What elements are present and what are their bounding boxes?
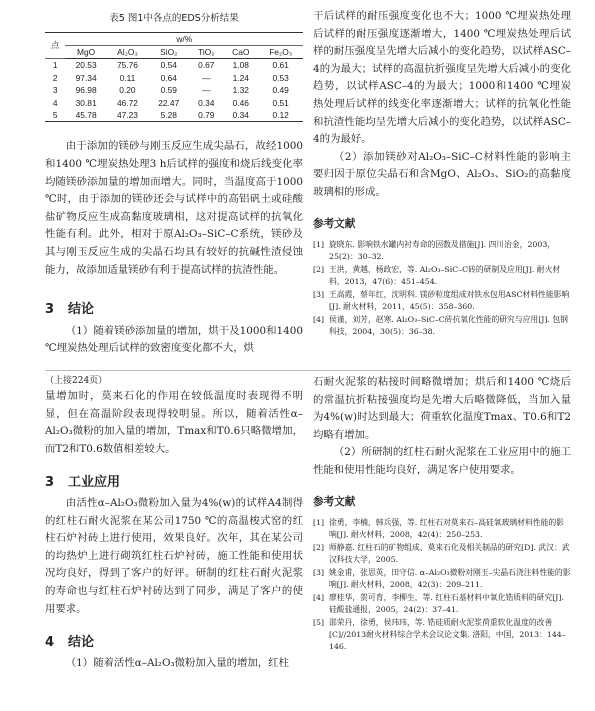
reference-item bbox=[313, 567, 571, 591]
section-heading bbox=[45, 474, 303, 492]
table-cell: 1 bbox=[52, 60, 58, 71]
table-cell: 0.20 bbox=[119, 85, 136, 96]
table-cell: 2 bbox=[52, 72, 58, 83]
table-cell: 0.46 bbox=[232, 97, 249, 108]
table-cell: 0.12 bbox=[272, 110, 289, 121]
table-col-header: Fe₂O₃ bbox=[269, 47, 293, 57]
table-cell: 30.81 bbox=[75, 97, 97, 108]
body-paragraph: （1）随着镁砂添加量的增加，烘干及1000和1400 ℃埋炭热处理后试样的致密度变化都不大，烘 bbox=[45, 324, 303, 355]
table-unit-header: w/% bbox=[65, 32, 303, 45]
reference-item bbox=[313, 617, 571, 653]
table-row bbox=[45, 97, 303, 109]
table-cell: 47.23 bbox=[116, 110, 138, 121]
section-title: 工业应用 bbox=[68, 475, 121, 491]
reference-text: 姚金甫，张思英，田守信. α–Al₂O₃微粉对刚玉–尖晶石浇注料性能的影响[J]. 耐火材料，2008，42(3)：209–211. bbox=[329, 568, 571, 590]
reference-item bbox=[313, 592, 571, 616]
table-cell: 0.51 bbox=[272, 97, 289, 108]
table-cell: 20.53 bbox=[75, 60, 97, 71]
table-cell: 1.32 bbox=[232, 85, 249, 96]
table-cell: 5.28 bbox=[160, 110, 177, 121]
reference-number: [5] bbox=[313, 618, 325, 628]
eds-table bbox=[45, 32, 303, 123]
body-paragraph: （1）随着活性α–Al₂O₃微粉加入量的增加，红柱 bbox=[65, 656, 289, 669]
table-cell: 0.64 bbox=[160, 72, 177, 83]
bottom-left-column bbox=[45, 374, 303, 672]
reference-item bbox=[313, 264, 571, 288]
table-cell: — bbox=[202, 72, 211, 83]
reference-text: 旋晓东. 影响铁水罐内衬寿命的因数及措施[J]. 四川冶金，2003，25(2)：30–32. bbox=[329, 240, 556, 262]
reference-number: [1] bbox=[313, 518, 325, 528]
reference-number: [3] bbox=[313, 290, 325, 300]
body-paragraph: （2）所研制的红柱石耐火泥浆在工业应用中的施工性能和使用性能均良好，满足客户使用要求。 bbox=[313, 446, 571, 476]
references-heading: 参考文献 bbox=[313, 217, 356, 230]
references-list bbox=[313, 239, 571, 338]
table-cell: 3 bbox=[52, 85, 58, 96]
reference-text: 王洪，黄越，杨政宏，等. Al₂O₃–SiC–C砖的研制及应用[J]. 耐火材料，2013，47(6)：451–454. bbox=[329, 265, 561, 287]
section-heading bbox=[45, 301, 303, 319]
body-paragraph: 量增加时，莫来石化的作用在较低温度时表现得不明显，但在高温阶段表现得较明显。所以，随着活性α–Al₂O₃微粉的加入量的增加，Tmax和T0.6只略微增加，而T2和T0.6数值相差较大。 bbox=[45, 390, 303, 455]
table-col-header: TiO₂ bbox=[198, 47, 215, 57]
table-cell: 0.79 bbox=[198, 110, 215, 121]
reference-text: 邵荣丹，徐勇，侯玮玮，等. 锆硅质耐火泥浆荷重软化温度的改善[C]//2013耐火材料综合学术会议论文集. 洛阳，中国，2013：144–146. bbox=[329, 618, 566, 652]
section-number: 4 bbox=[45, 635, 55, 651]
table-col-header: Al₂O₃ bbox=[117, 47, 138, 57]
body-paragraph: 由于添加的镁砂与刚玉反应生成尖晶石，故经1000和1400 ℃埋炭热处理3 h后试样的强度和烧后线变化率均随镁砂添加量的增加而增大。同时，当温度高于1000 ℃时，由于添加的镁砂还会与试样中的高铝矾土或硅酸盐矿物反应生成高黏度玻璃相，这对提高试样的抗氧化性能有利。此外，相对于原Al₂O₃–SiC–C系统，镁砂及其与刚玉反应生成的尖晶石均具有较好的抗碱性渣侵蚀能力，故添加适量镁砂有利于提高试样的抗渣性能。 bbox=[45, 140, 303, 276]
table-cell: 22.47 bbox=[158, 97, 180, 108]
table-point-header: 点 bbox=[45, 32, 65, 59]
section-divider bbox=[45, 370, 571, 371]
section-heading bbox=[45, 634, 303, 652]
reference-item bbox=[313, 289, 571, 313]
reference-text: 徐勇，李楠，韩兵强，等. 红柱石对莫来石–高硅氧玻璃材料性能的影响[J]. 耐火材料，2008，42(4)：250–253. bbox=[329, 518, 564, 540]
table-cell: 0.59 bbox=[160, 85, 177, 96]
table-cell: 46.72 bbox=[116, 97, 138, 108]
table-row bbox=[45, 59, 303, 72]
table-col-header: MgO bbox=[77, 47, 96, 57]
table-cell: 0.49 bbox=[272, 85, 289, 96]
section-number: 3 bbox=[45, 475, 55, 491]
table-col-header: CaO bbox=[232, 47, 250, 57]
reference-number: [4] bbox=[313, 315, 325, 325]
bottom-right-column bbox=[313, 374, 571, 654]
reference-item bbox=[313, 239, 571, 263]
reference-number: [1] bbox=[313, 240, 325, 250]
table-cell: 4 bbox=[52, 97, 58, 108]
reference-number: [3] bbox=[313, 568, 325, 578]
reference-item bbox=[313, 314, 571, 338]
reference-text: 王高霞，蔡年红，沈明科. 镁砂粒度组成对铁水包用ASC材料性能影响[J]. 耐火材料，2011，45(5)：358–360. bbox=[329, 290, 570, 312]
table-cell: 75.76 bbox=[116, 60, 138, 71]
reference-number: [4] bbox=[313, 593, 325, 603]
reference-item bbox=[313, 517, 571, 541]
table-cell: 0.53 bbox=[272, 72, 289, 83]
reference-number: [2] bbox=[313, 543, 325, 553]
table-caption: 表5 图1中各点的EDS分析结果 bbox=[109, 13, 239, 24]
reference-item bbox=[313, 542, 571, 566]
reference-number: [2] bbox=[313, 265, 325, 275]
continued-note: （上接224页） bbox=[45, 376, 108, 386]
table-cell: 0.34 bbox=[198, 97, 215, 108]
table-cell: 96.98 bbox=[75, 85, 97, 96]
references-list bbox=[313, 517, 571, 653]
table-row bbox=[45, 72, 303, 84]
section-title: 结论 bbox=[68, 302, 95, 318]
references-heading: 参考文献 bbox=[313, 495, 356, 508]
table-cell: 97.34 bbox=[75, 72, 97, 83]
body-paragraph: 石耐火泥浆的粘接时间略微增加；烘后和1400 ℃烧后的常温抗折粘接强度均是先增大后略微降低，当加入量为4%(w)时达到最大；荷重软化温度Tmax、T0.6和T2均略有增加。 bbox=[313, 376, 571, 441]
table-cell: 0.61 bbox=[272, 60, 289, 71]
reference-text: 师静嘉. 红柱石的矿物组成、莫来石化及相关制品的研究[D]. 武汉：武汉科技大学，2005. bbox=[329, 543, 570, 565]
table-col-header: SiO₂ bbox=[160, 47, 178, 57]
table-cell: 0.54 bbox=[160, 60, 177, 71]
section-number: 3 bbox=[45, 302, 55, 318]
reference-text: 廖桂华，贺可育，李柳生，等. 红柱石基材料中氧化锆质料的研究[J]. 硅酸盐通报，2005，24(2)：37–41. bbox=[329, 593, 564, 615]
top-left-column bbox=[45, 8, 303, 358]
body-paragraph: （2）添加镁砂对Al₂O₃–SiC–C材料性能的影响主要归因于原位尖晶石和含MgO、Al₂O₃、SiO₂的高黏度玻璃相的形成。 bbox=[313, 150, 571, 198]
table-cell: 5 bbox=[52, 110, 58, 121]
table-header-row bbox=[45, 46, 303, 59]
body-paragraph: 由活性α–Al₂O₃微粉加入量为4%(w)的试样A4制得的红柱石耐火泥浆在某公司1750 ℃的高温梭式窑的红柱石炉衬砖上进行使用，效果良好。次年，其在某公司的均热炉上进行砌筑红柱石炉衬砖，施工性能和使用状况均良好，得到了客户的好评。研制的红柱石耐火泥浆的寿命也与红柱石炉衬砖达到了同步，满足了客户的使用要求。 bbox=[45, 496, 303, 615]
table-row bbox=[45, 84, 303, 96]
table-cell: — bbox=[202, 85, 211, 96]
table-cell: 1.24 bbox=[232, 72, 249, 83]
table-cell: 1.08 bbox=[232, 60, 249, 71]
body-paragraph: 干后试样的耐压强度变化也不大；1000 ℃埋炭热处理后试样的耐压强度逐渐增大，1400 ℃埋炭热处理后试样的耐压强度呈先增大后减小的变化趋势，以试样ASC–4的为最大；试样的高温抗折强度呈先增大后减小的变化趋势，以试样ASC–4的为最大；1000和1400 ℃埋炭热处理后试样的线变化率逐渐增大；试样的抗氧化性能和抗渣性能均呈先增大后减小的变化趋势，以试样ASC–4的为最好。 bbox=[313, 10, 571, 146]
table-row bbox=[45, 109, 303, 122]
table-cell: 0.11 bbox=[119, 72, 136, 83]
top-right-column bbox=[313, 8, 571, 339]
table-cell: 0.67 bbox=[198, 60, 215, 71]
section-title: 结论 bbox=[68, 635, 95, 651]
table-cell: 0.34 bbox=[232, 110, 249, 121]
table-unit-row bbox=[45, 32, 303, 45]
table-cell: 45.78 bbox=[75, 110, 97, 121]
reference-text: 侯谨，刘芳，赵寒. Al₂O₃–SiC–C砖抗氧化性能的研究与应用[J]. 包钢科技，2004，30(5)：36–38. bbox=[329, 315, 568, 337]
